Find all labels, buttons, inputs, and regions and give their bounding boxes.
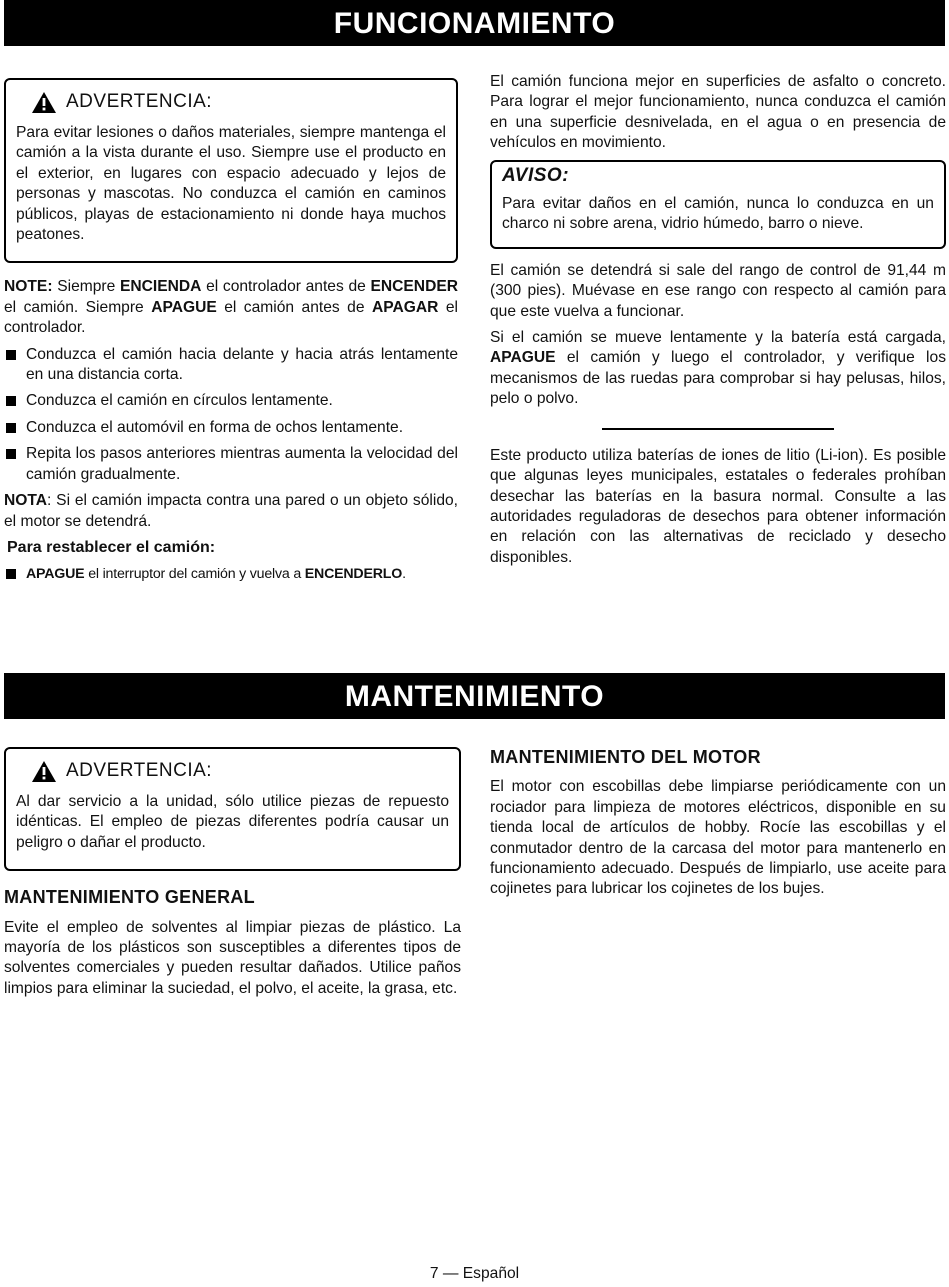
square-bullet-icon (6, 449, 16, 459)
motor-maintenance-text: El motor con escobillas debe limpiarse periódicamente con un rociador para limpieza de motores eléctricos, disponible en su tienda local de artículos de hobby. Rocíe las escobillas y el conmutador dentro de la carcasa del motor para mantenerlo en funcionamiento adecuado. Después de limpiarlo, use aceite para cojinetes para lubricar los cojinetes de los bujes. (490, 778, 946, 898)
warning-triangle-icon (32, 92, 56, 113)
advertencia-box (4, 78, 458, 263)
square-bullet-icon (6, 396, 16, 406)
advertencia-text: Para evitar lesiones o daños materiales, siempre mantenga el camión a la vista durante el uso. Siempre use el producto en el exterior, en lugares con espacio adecuado y lejos de personas y mascotas. No conduzca el camión en caminos públicos, playas de estacionamiento ni donde haya muchos peatones. (16, 124, 446, 244)
list-item: Conduzca el camión hacia delante y hacia atrás lentamente en una distancia corta. (4, 345, 458, 386)
surface-paragraph: El camión funciona mejor en superficies de asfalto o concreto. Para lograr el mejor funcionamiento, nunca conduzca el camión en una superficie desnivelada, en el agua o en presencia de vehículos en movimiento. (490, 73, 946, 152)
advertencia-heading (32, 92, 446, 113)
mantenimiento-left-column (4, 747, 461, 1005)
general-maintenance-text: Evite el empleo de solventes al limpiar piezas de plástico. La mayoría de los plásticos son susceptibles a diferentes tipos de solventes comerciales y pueden resultar dañados. Utilice paños limpios para eliminar la suciedad, el polvo, el aceite, la grasa, etc. (4, 918, 461, 997)
aviso-title: AVISO: (502, 164, 570, 186)
advertencia-box (4, 747, 461, 871)
divider (602, 428, 834, 430)
aviso-box (490, 160, 946, 249)
square-bullet-icon (6, 569, 16, 579)
range-paragraph: El camión se detendrá si sale del rango de control de 91,44 m (300 pies). Muévase en ese rango con respecto al camión para que este vuelva a funcionar. (490, 261, 946, 320)
advertencia-title: ADVERTENCIA: (66, 760, 213, 782)
page-footer: 7 — Español (429, 1265, 520, 1282)
list-item: Conduzca el camión en círculos lentamente. (4, 391, 458, 411)
square-bullet-icon (6, 350, 16, 360)
battery-paragraph: Este producto utiliza baterías de iones de litio (Li-ion). Es posible que algunas leyes municipales, estatales o federales prohíban desechar las baterías en la basura normal. Consulte a las autoridades reguladoras de desechos para obtener información en relación con las alternativas de reciclado y desecho disponibles. (490, 446, 946, 566)
list-item: Conduzca el automóvil en forma de ochos lentamente. (4, 418, 458, 438)
advertencia-text: Al dar servicio a la unidad, sólo utilice piezas de repuesto idénticas. El empleo de piezas diferentes podría causar un peligro o dañar el producto. (16, 793, 449, 851)
advertencia-title: ADVERTENCIA: (66, 91, 213, 113)
funcionamiento-banner: FUNCIONAMIENTO (4, 0, 945, 46)
warning-triangle-icon (32, 761, 56, 782)
aviso-text: Para evitar daños en el camión, nunca lo conduzca en un charco ni sobre arena, vidrio húmedo, barro o nieve. (502, 195, 934, 233)
funcionamiento-left-column (4, 78, 458, 591)
reset-heading: Para restablecer el camión: (7, 538, 216, 556)
mantenimiento-banner: MANTENIMIENTO (4, 673, 945, 719)
driving-steps-list (4, 345, 458, 485)
list-item: Repita los pasos anteriores mientras aumenta la velocidad del camión gradualmente. (4, 444, 458, 485)
motor-maintenance-heading: MANTENIMIENTO DEL MOTOR (490, 747, 761, 767)
list-item: APAGUE el interruptor del camión y vuelva a ENCENDERLO. (4, 564, 458, 584)
note-paragraph: NOTE: Siempre ENCIENDA el controlador antes de ENCENDER el camión. Siempre APAGUE el camión antes de APAGAR el controlador. (4, 278, 458, 337)
mantenimiento-right-column (490, 747, 946, 906)
nota-paragraph: NOTA: Si el camión impacta contra una pared o un objeto sólido, el motor se detendrá. (4, 492, 458, 530)
funcionamiento-right-column (490, 72, 946, 574)
slow-truck-paragraph: Si el camión se mueve lentamente y la batería está cargada, APAGUE el camión y luego el controlador, y verifique los mecanismos de las ruedas para comprobar si hay pelusas, hilos, pelo o polvo. (490, 329, 946, 408)
general-maintenance-heading: MANTENIMIENTO GENERAL (4, 887, 255, 908)
reset-steps-list (4, 564, 458, 584)
advertencia-heading (32, 761, 449, 782)
square-bullet-icon (6, 423, 16, 433)
